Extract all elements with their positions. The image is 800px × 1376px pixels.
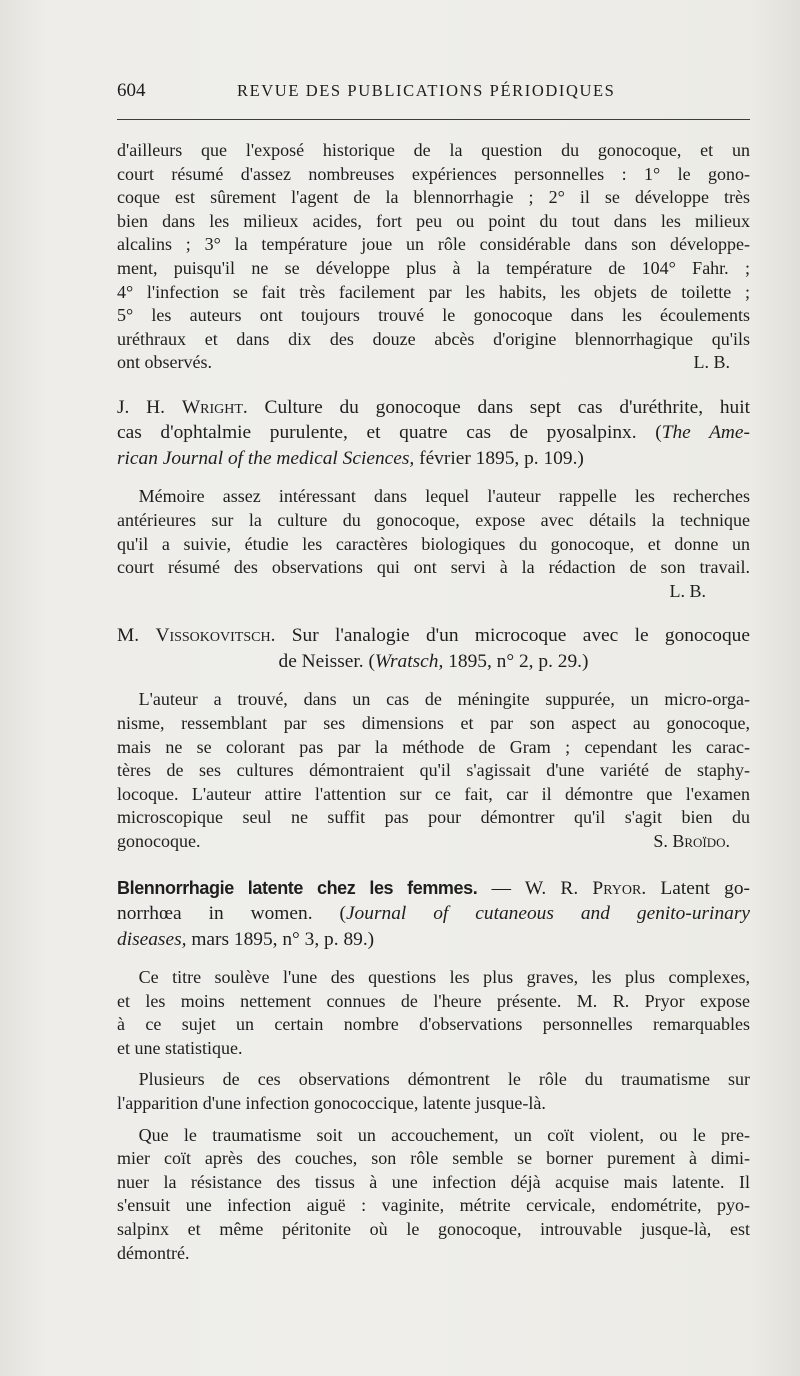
article-title: Culture du gonocoque dans sept cas d'uréthrite, huit [264, 396, 750, 418]
signature: L. B. [693, 352, 730, 373]
journal-name: The Ame- [661, 422, 750, 444]
journal-name-cont: diseases, [117, 928, 187, 950]
author-initials: J. H. [117, 396, 166, 418]
article-title-cont: norrhœa in women. ( [117, 903, 346, 925]
journal-name: Journal of cutaneous and genito-urinary [345, 903, 750, 925]
text-line: démontré. [117, 1242, 190, 1263]
text-line: Plusieurs de ces observations démontrent le rôle du traumatisme sur [138, 1069, 750, 1090]
author-name: Vissokovitsch. [155, 625, 276, 647]
text-line: à ce sujet un certain nombre d'observations personnelles remarquables [117, 1014, 750, 1035]
author-name: Pryor. [592, 877, 647, 899]
text-line: alcalins ; 3° la température joue un rôle considérable dans son développe- [117, 234, 750, 255]
citation: février 1895, p. 109.) [419, 447, 584, 469]
entry-heading [117, 623, 750, 674]
text-line: Ce titre soulève l'une des questions les plus graves, les plus complexes, [138, 967, 750, 988]
text-line: tères de ses cultures démontraient qu'il s'agissait d'une variété de staphy- [117, 760, 750, 781]
text-line: L'auteur a trouvé, dans un cas de méningite suppurée, un micro-orga- [138, 689, 750, 710]
signature: L. B. [669, 580, 706, 601]
journal-name-cont: rican Journal of the medical Sciences, [117, 447, 415, 469]
page-number: 604 [117, 80, 146, 101]
text-line: et les moins nettement connues de l'heure présente. M. R. Pryor expose [117, 990, 750, 1011]
text-line: Mémoire assez intéressant dans lequel l'auteur rappelle les recherches [138, 486, 750, 507]
article-title: Sur l'analogie d'un microcoque avec le gonocoque [291, 625, 750, 647]
text-line: court résumé d'assez nombreuses expériences personnelles : 1° le gono- [117, 163, 750, 184]
page-header [117, 80, 750, 104]
text-line: nisme, ressemblant par ses dimensions et par son aspect au gonocoque, [117, 713, 750, 733]
article-title: Latent go- [660, 877, 750, 899]
entry-vissokovitsch [117, 623, 750, 853]
signature: S. Broïdo. [653, 830, 730, 851]
text-line: qu'il a suivie, étudie les caractères biologiques du gonocoque, et donne un [117, 533, 750, 554]
header-rule [117, 119, 750, 120]
entry-body [117, 966, 750, 1265]
text-line: s'ensuit une infection aiguë : vaginite, métrite cervicale, endométrite, pyo- [117, 1195, 750, 1216]
entry-heading [117, 876, 750, 953]
article-title-cont: de Neisser. ( [278, 650, 375, 672]
text-line: et une statistique. [117, 1037, 243, 1058]
citation: mars 1895, n° 3, p. 89.) [191, 928, 375, 950]
text-line: 5° les auteurs ont toujours trouvé le gonocoque dans les écoulements [117, 305, 750, 326]
author-initials: W. R. [524, 877, 579, 899]
entry-wright [117, 395, 750, 603]
text-line: nuer la résistance des tissus à une infection déjà acquise mais latente. Il [117, 1171, 750, 1192]
text-line: coque est sûrement l'agent de la blennorrhagie ; 2° il se développe très [117, 187, 750, 208]
text-line: mier coït après des couches, son rôle semble se borner purement à dimi- [117, 1148, 750, 1169]
text-line: mais ne se colorant pas par la méthode de Gram ; cependant les carac- [117, 736, 750, 757]
text-line: Que le traumatisme soit un accouchement, un coït violent, ou le pre- [138, 1124, 750, 1145]
text-line: 4° l'infection se fait très facilement par les habits, les objets de toilette ; [117, 281, 750, 302]
intro-paragraph [117, 139, 750, 375]
section-title: Blennorrhagie latente chez les femmes. [117, 877, 478, 898]
text-line: salpinx et même péritonite où le gonocoque, introuvable jusque-là, est [117, 1219, 750, 1239]
citation: 1895, n° 2, p. 29.) [448, 650, 589, 672]
article-title-cont: cas d'ophtalmie purulente, et quatre cas de pyosalpinx. ( [117, 422, 662, 444]
text-line: l'apparition d'une infection gonococcique, latente jusque-là. [117, 1093, 546, 1114]
entry-body [117, 485, 750, 603]
entry-pryor [117, 876, 750, 1266]
journal-name: Wratsch, [374, 650, 444, 672]
dash: — [491, 877, 511, 899]
author-initial: M. [117, 625, 140, 647]
text-line: bien dans les milieux acides, fort peu ou point du tout dans les milieux [117, 210, 750, 231]
text-line: antérieures sur la culture du gonocoque, expose avec détails la technique [117, 510, 750, 531]
text-line: d'ailleurs que l'exposé historique de la question du gonocoque, et un [117, 140, 750, 160]
intro-last-line [117, 351, 750, 375]
text-line: ment, puisqu'il ne se développe plus à la température de 104° Fahr. ; [117, 257, 750, 278]
text-line: ont observés. [117, 352, 212, 373]
entry-heading [117, 395, 750, 472]
entry-last-line [117, 830, 750, 854]
page-content [117, 139, 750, 1265]
text-line: court résumé des observations qui ont servi à la rédaction de son travail. [117, 557, 750, 578]
running-title: REVUE DES PUBLICATIONS PÉRIODIQUES [237, 81, 616, 100]
entry-body [117, 688, 750, 853]
text-line: locoque. L'auteur attire l'attention sur ce fait, car il démontre que l'examen [117, 783, 750, 804]
text-line: microscopique seul ne suffit pas pour démontrer qu'il s'agit bien du [117, 807, 750, 828]
text-line: uréthraux et dans dix des douze abcès d'origine blennorrhagique qu'ils [117, 328, 750, 349]
author-name: Wright. [181, 396, 248, 418]
text-line: gonocoque. [117, 830, 201, 851]
